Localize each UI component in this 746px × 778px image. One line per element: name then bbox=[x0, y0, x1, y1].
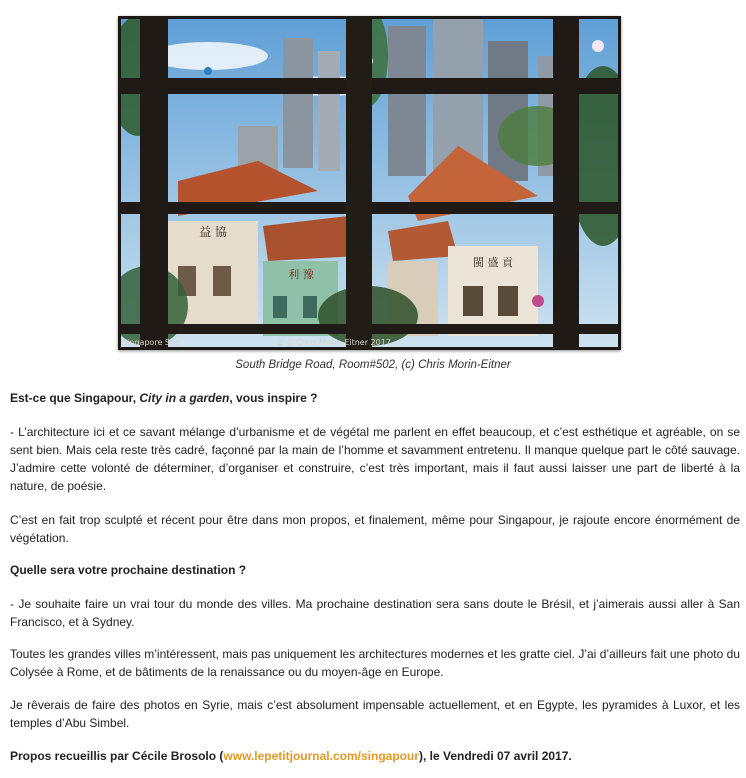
watermark-left: Singapore Soc bbox=[122, 338, 180, 347]
credit-prefix: Propos recueillis par Cécile Brosolo ( bbox=[10, 749, 224, 763]
interview-credit bbox=[10, 747, 740, 765]
lepetitjournal-link[interactable]: www.lepetitjournal.com/singapour bbox=[223, 749, 419, 763]
question-1-start: Est-ce que Singapour, bbox=[10, 391, 140, 405]
answer-2-paragraph-2: Toutes les grandes villes m’intéressent, mais pas uniquement les architectures modernes et les gratte ciel. J’ai d’ailleurs fait une photo du Colysée à Rome, et de bâtiments de la renaissance ou du moyen-âge en Europe. bbox=[10, 647, 740, 679]
answer-2-paragraph-3: Je rêverais de faire des photos en Syrie, mais c’est absolument impensable actuellement, et en Egypte, les pyramides à Luxor, et les temples d’Abu Simbel. bbox=[10, 698, 740, 730]
answer-1-paragraph-2: C’est en fait trop sculpté et récent pour être dans mon propos, et finalement, même pour Singapour, je rajoute encore énormément de végétation. bbox=[10, 513, 740, 545]
sign-text-right: 閩 盛 貢 bbox=[473, 256, 513, 269]
watermark-right: 2 © Chris Morin-Eitner 2017 bbox=[278, 338, 391, 347]
question-1-end: , vous inspire ? bbox=[229, 391, 318, 405]
credit-suffix: ), le Vendredi 07 avril 2017. bbox=[418, 749, 572, 763]
question-1 bbox=[10, 389, 740, 407]
answer-1-paragraph-1: - L’architecture ici et ce savant mélange d’urbanisme et de végétal me parlent en effet beaucoup, et c’est esthétique et agréable, on se sent bien. Mais cela reste très cadré, façonné par la main de l’homme et savamment entretenu. Il manque quelque part le côté sauvage. J’admire cette volonté de déterminer, d’organiser et construire, c’est très important, mais il faut aussi laisser une part de liberté à la nature, de poésie. bbox=[10, 425, 740, 493]
photo-caption: South Bridge Road, Room#502, (c) Chris Morin-Eitner bbox=[235, 359, 511, 371]
sign-text-mid: 利 豫 bbox=[288, 268, 314, 281]
sign-text-left: 益 協 bbox=[199, 225, 227, 239]
question-1-emphasis: City in a garden bbox=[139, 391, 230, 405]
question-2: Quelle sera votre prochaine destination ? bbox=[10, 563, 247, 577]
article-photo bbox=[118, 16, 621, 350]
answer-2-paragraph-1: - Je souhaite faire un vrai tour du monde des villes. Ma prochaine destination sera sans doute le Brésil, et j’aimerais aussi aller à San Francisco, et à Sydney. bbox=[10, 597, 740, 629]
